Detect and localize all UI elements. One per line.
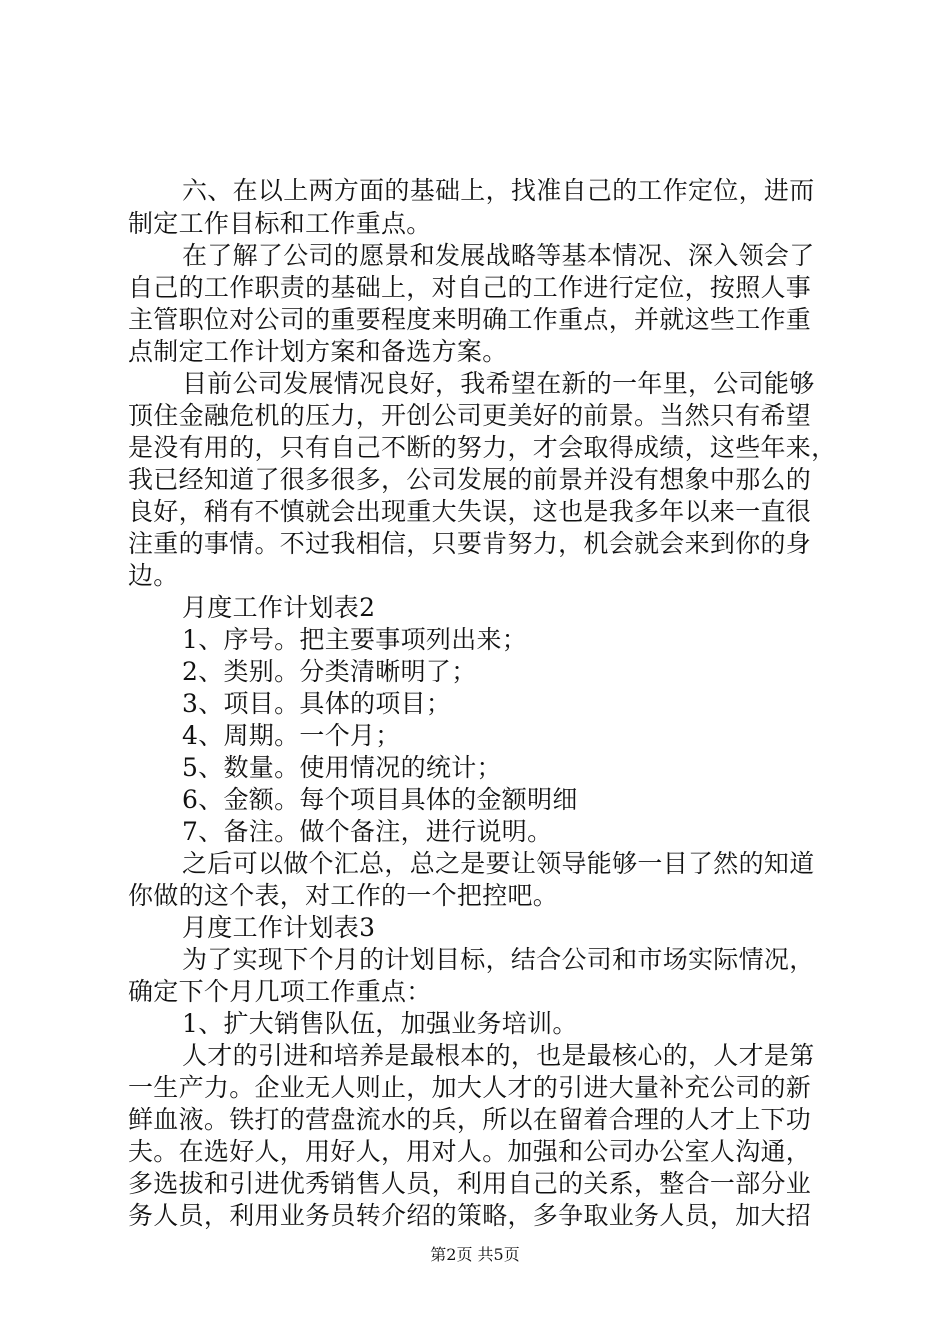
text-line: 鲜血液。铁打的营盘流水的兵，所以在留着合理的人才上下功 <box>128 1105 812 1134</box>
list-item: 2、类别。分类清晰明了； <box>182 657 477 686</box>
section-heading: 月度工作计划表3 <box>182 913 376 942</box>
list-item: 5、数量。使用情况的统计； <box>182 753 502 782</box>
text-line: 在了解了公司的愿景和发展战略等基本情况、深入领会了 <box>182 241 815 270</box>
text-line: 点制定工作计划方案和备选方案。 <box>128 337 508 366</box>
text-line: 务人员，利用业务员转介绍的策略，多争取业务人员，加大招 <box>128 1201 812 1230</box>
text-line: 顶住金融危机的压力，开创公司更美好的前景。当然只有希望 <box>128 401 812 430</box>
list-item: 4、周期。一个月； <box>182 721 401 750</box>
text-line: 主管职位对公司的重要程度来明确工作重点，并就这些工作重 <box>128 305 812 334</box>
page-footer: 第2页 共5页 <box>430 1245 520 1264</box>
list-item: 1、序号。把主要事项列出来； <box>182 625 528 654</box>
text-line: 边。 <box>128 561 179 590</box>
text-line: 我已经知道了很多很多，公司发展的前景并没有想象中那么的 <box>128 465 812 494</box>
text-line: 确定下个月几项工作重点： <box>128 977 432 1006</box>
text-line: 是没有用的，只有自己不断的努力，才会取得成绩，这些年来， <box>128 433 837 462</box>
text-line: 人才的引进和培养是最根本的，也是最核心的，人才是第 <box>182 1041 815 1070</box>
text-line: 注重的事情。不过我相信，只要肯努力，机会就会来到你的身 <box>128 529 812 558</box>
section-heading: 月度工作计划表2 <box>182 593 376 622</box>
text-line: 良好，稍有不慎就会出现重大失误，这也是我多年以来一直很 <box>128 497 812 526</box>
list-item: 6、金额。每个项目具体的金额明细 <box>182 785 578 814</box>
list-item: 3、项目。具体的项目； <box>182 689 452 718</box>
list-item: 7、备注。做个备注，进行说明。 <box>182 817 553 846</box>
text-line: 为了实现下个月的计划目标，结合公司和市场实际情况， <box>182 945 815 974</box>
list-item: 1、扩大销售队伍，加强业务培训。 <box>182 1009 578 1038</box>
text-line: 夫。在选好人，用好人，用对人。加强和公司办公室人沟通， <box>128 1137 812 1166</box>
text-line: 目前公司发展情况良好，我希望在新的一年里，公司能够 <box>182 369 815 398</box>
text-line: 之后可以做个汇总，总之是要让领导能够一目了然的知道 <box>182 849 815 878</box>
text-line: 六、在以上两方面的基础上，找准自己的工作定位，进而 <box>182 176 815 205</box>
text-line: 自己的工作职责的基础上，对自己的工作进行定位，按照人事 <box>128 273 812 302</box>
text-line: 你做的这个表，对工作的一个把控吧。 <box>128 881 559 910</box>
text-line: 一生产力。企业无人则止，加大人才的引进大量补充公司的新 <box>128 1073 812 1102</box>
text-line: 多选拔和引进优秀销售人员，利用自己的关系，整合一部分业 <box>128 1169 812 1198</box>
text-line: 制定工作目标和工作重点。 <box>128 209 432 238</box>
